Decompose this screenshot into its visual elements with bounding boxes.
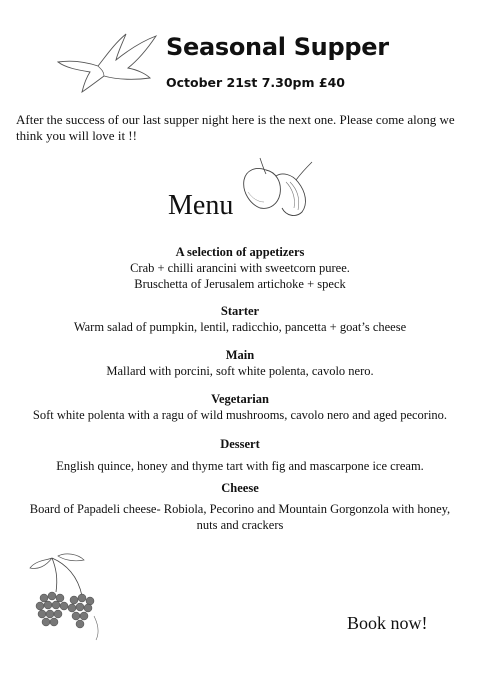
blackberries-illustration-icon	[22, 548, 120, 648]
section-title: Dessert	[220, 437, 260, 451]
menu-section-appetizers	[0, 244, 480, 292]
bird-illustration-icon	[52, 22, 162, 94]
book-now-text: Book now!	[347, 613, 428, 633]
fruit-illustration-icon	[236, 152, 316, 220]
menu-section-vegetarian	[0, 391, 480, 423]
menu-item: Crab + chilli arancini with sweetcorn puree.	[130, 261, 350, 275]
section-title: Starter	[220, 304, 260, 318]
menu-section-cheese	[0, 480, 480, 533]
menu-item: Mallard with porcini, soft white polenta, cavolo nero.	[106, 364, 374, 378]
section-title: Main	[225, 348, 255, 362]
menu-heading: Menu	[168, 190, 234, 221]
menu-item: Bruschetta of Jerusalem artichoke + speck	[134, 277, 346, 291]
intro-text: After the success of our last supper night here is the next one. Please come along we think you will love it !!	[16, 112, 455, 143]
section-title: Vegetarian	[211, 392, 269, 406]
menu-section-starter	[0, 303, 480, 335]
menu-item: Soft white polenta with a ragu of wild mushrooms, cavolo nero and aged pecorino.	[32, 408, 448, 422]
section-title: A selection of appetizers	[175, 245, 305, 259]
menu-section-main	[0, 347, 480, 379]
menu-item: English quince, honey and thyme tart with fig and mascarpone ice cream.	[56, 459, 424, 473]
menu-list	[0, 244, 480, 533]
menu-item: Board of Papadeli cheese- Robiola, Pecorino and Mountain Gorgonzola with honey, nuts and crackers	[29, 502, 451, 532]
section-title: Cheese	[221, 481, 259, 495]
page-title: Seasonal Supper	[166, 33, 389, 61]
menu-item: Warm salad of pumpkin, lentil, radicchio, pancetta + goat’s cheese	[73, 320, 407, 334]
event-date-price: October 21st 7.30pm £40	[166, 75, 345, 90]
menu-section-dessert	[0, 436, 480, 474]
